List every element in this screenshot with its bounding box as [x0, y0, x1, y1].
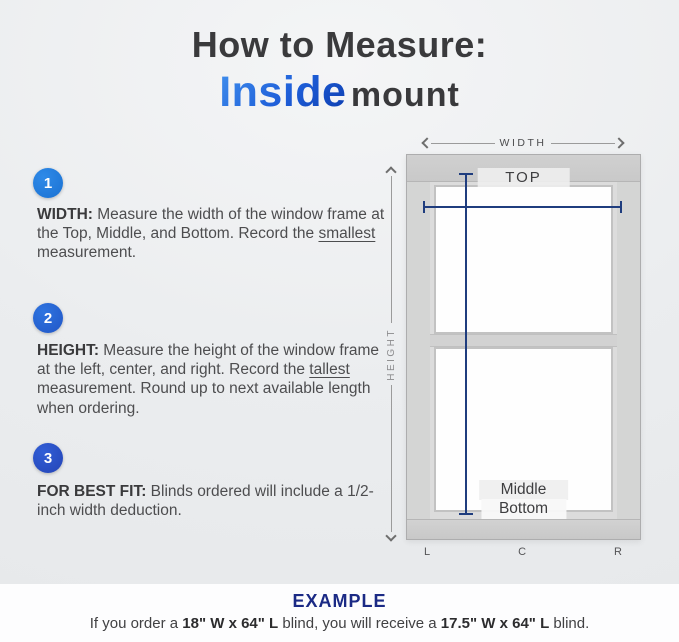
- bottom-measure-label: Bottom: [481, 499, 566, 519]
- example-heading: EXAMPLE: [292, 591, 387, 611]
- step-2-before: Measure the height of the window frame at the left, center, and right. Record the: [37, 342, 380, 379]
- title-line1: How to Measure:: [191, 24, 488, 65]
- dimension-line: [391, 385, 392, 532]
- step-1-underlined: smallest: [318, 225, 376, 243]
- example-footer: [0, 584, 679, 642]
- step-1-before: Measure the width of the window frame at the Top, Middle, and Bottom. Record the: [37, 206, 385, 243]
- step-2-number: 2: [43, 309, 53, 327]
- middle-measure-label: Middle: [479, 480, 569, 500]
- window-frame-sill: [407, 519, 640, 539]
- example-middle: blind, you will receive a: [278, 615, 441, 632]
- height-dimension-arrow: [384, 168, 398, 540]
- top-measure-label: TOP: [477, 168, 570, 187]
- window-diagram: [406, 154, 641, 540]
- step-2-badge: [33, 303, 63, 333]
- arrow-down-icon: [385, 530, 396, 541]
- example-suffix: blind.: [549, 615, 590, 632]
- step-2-label: HEIGHT:: [37, 342, 99, 359]
- step-1-number: 1: [43, 174, 53, 192]
- step-1-after: measurement.: [37, 244, 137, 262]
- title-line2: [0, 68, 679, 117]
- tick-left: L: [424, 546, 432, 558]
- page-title: [0, 24, 679, 117]
- width-measure-line: [423, 206, 622, 208]
- example-received-size: 17.5" W x 64" L: [440, 615, 550, 632]
- window-opening: [430, 182, 617, 519]
- example-prefix: If you order a: [89, 615, 183, 632]
- arrow-left-icon: [421, 137, 432, 148]
- dimension-line: [551, 143, 615, 144]
- step-2-underlined: tallest: [309, 361, 350, 379]
- tick-right: R: [614, 546, 623, 558]
- lcr-tick-row: [406, 546, 641, 558]
- width-dimension-label: WIDTH: [499, 137, 547, 149]
- step-3-text: [37, 482, 387, 520]
- arrow-right-icon: [613, 137, 624, 148]
- height-measure-line: [465, 173, 467, 515]
- dimension-line: [391, 176, 392, 323]
- step-1-label: WIDTH:: [37, 206, 93, 223]
- title-highlight: Inside: [219, 68, 347, 116]
- height-dimension-label: HEIGHT: [385, 327, 397, 381]
- window-middle-rail: [430, 334, 617, 347]
- example-sentence: [0, 615, 679, 632]
- dimension-line: [431, 143, 495, 144]
- arrow-up-icon: [385, 166, 396, 177]
- step-2-text: [37, 341, 387, 418]
- step-1-text: [37, 205, 387, 263]
- step-3-number: 3: [43, 449, 53, 467]
- title-suffix: mount: [350, 76, 460, 114]
- step-3-before: Blinds ordered will include a 1/2-inch width deduction.: [37, 483, 374, 520]
- step-2-after: measurement. Round up to next available length when ordering.: [37, 380, 371, 417]
- tick-center: C: [518, 546, 528, 558]
- width-dimension-arrow: [423, 136, 623, 150]
- step-1-badge: [33, 168, 63, 198]
- step-3-label: FOR BEST FIT:: [37, 483, 147, 500]
- step-3-badge: [33, 443, 63, 473]
- example-ordered-size: 18" W x 64" L: [182, 615, 279, 632]
